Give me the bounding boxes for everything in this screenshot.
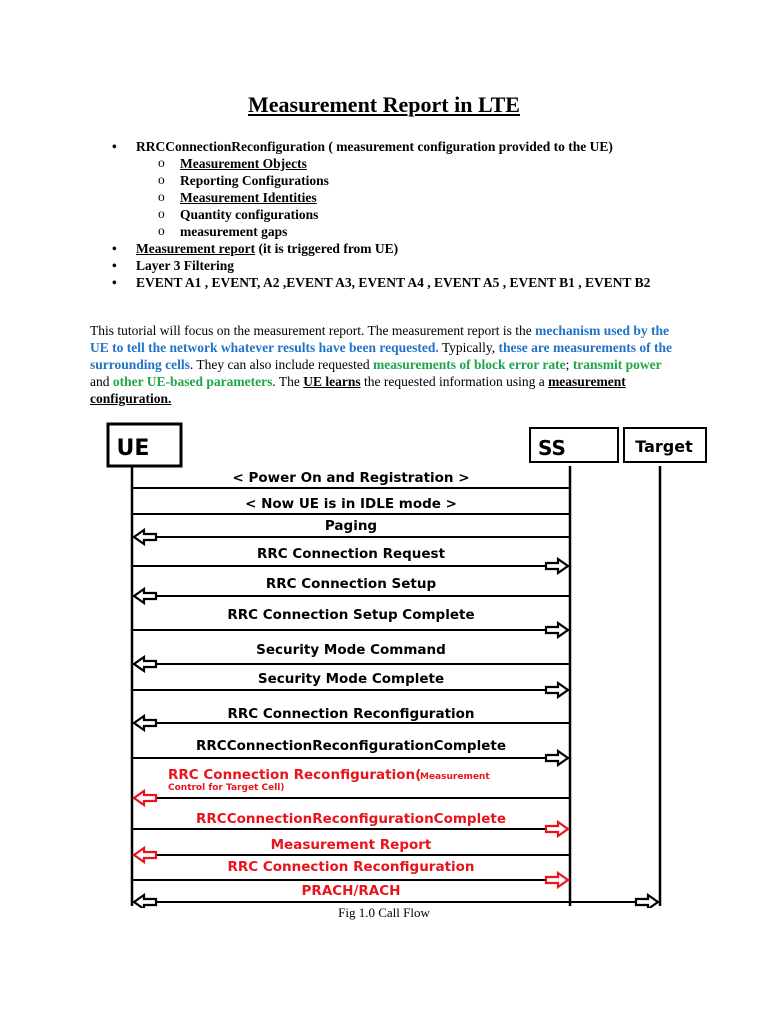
circle-bullet-icon: o: [158, 189, 165, 204]
bullet-icon: •: [112, 275, 117, 290]
text-run: and: [90, 374, 113, 389]
highlight-green: transmit power: [572, 357, 662, 372]
sub-item-text: Measurement Identities: [180, 190, 317, 205]
arrow-right-icon: [546, 683, 568, 697]
message-label: Measurement Report: [270, 837, 432, 853]
target-box: [624, 428, 706, 462]
text-run: Typically,: [438, 340, 499, 355]
message-label: RRC Connection Reconfiguration: [227, 706, 475, 722]
bullet-icon: •: [112, 241, 117, 256]
arrow-left-icon: [134, 791, 156, 805]
sub-item: [112, 172, 672, 189]
sub-item: [112, 206, 672, 223]
ue-box: [108, 424, 181, 466]
list-item: [112, 240, 672, 257]
sub-item: [112, 155, 672, 172]
arrow-left-icon: [134, 530, 156, 544]
arrow-right-icon: [546, 822, 568, 836]
highlight-green: other UE-based parameters: [112, 374, 273, 389]
text-run: ;: [565, 357, 573, 372]
sub-item: [112, 189, 672, 206]
bullet-text: (it is triggered from UE): [255, 241, 399, 256]
sequence-message: [132, 706, 570, 730]
message-label: RRC Connection Reconfiguration: [227, 859, 475, 875]
message-label: RRC Connection Reconfiguration(: [168, 767, 422, 783]
sub-item-text: Measurement Objects: [180, 156, 307, 171]
bullet-icon: •: [112, 258, 117, 273]
sequence-message: [132, 738, 570, 765]
sub-item-text: Quantity configurations: [180, 207, 319, 222]
message-label: PRACH/RACH: [301, 883, 401, 899]
bullet-text: EVENT A1 , EVENT, A2 ,EVENT A3, EVENT A4 , EVENT A5 , EVENT B1 , EVENT B2: [136, 275, 651, 290]
intro-paragraph: [90, 322, 672, 407]
sequence-message: [132, 607, 570, 637]
circle-bullet-icon: o: [158, 206, 165, 221]
sequence-message: [132, 546, 570, 573]
page-title: Measurement Report in LTE: [248, 92, 520, 117]
arrow-left-icon: [134, 716, 156, 730]
sequence-message: [132, 496, 570, 514]
sequence-message: [132, 671, 570, 697]
arrow-left-icon: [134, 657, 156, 671]
ss-box: [530, 428, 618, 462]
sub-item: [112, 223, 672, 240]
highlight-blue: these are measurements of the surrounding cells: [90, 340, 672, 372]
call-flow-diagram: [0, 418, 768, 908]
message-label: Paging: [324, 518, 378, 534]
arrow-right-icon: [546, 751, 568, 765]
arrow-left-icon: [134, 848, 156, 862]
bullet-text: Layer 3 Filtering: [136, 258, 234, 273]
emphasis-text: UE learns: [303, 374, 361, 389]
list-item: [112, 257, 672, 274]
text-run: the requested information using a: [360, 374, 549, 389]
list-item: [112, 138, 672, 155]
arrow-right-icon: [546, 559, 568, 573]
text-run: . They can also include requested: [189, 357, 373, 372]
bullet-icon: •: [112, 139, 117, 154]
circle-bullet-icon: o: [158, 172, 165, 187]
arrow-right-icon: [546, 873, 568, 887]
message-sublabel: Measurement: [420, 772, 490, 782]
list-item: [112, 274, 672, 291]
bullet-text: RRCConnectionReconfiguration ( measurement configuration provided to the UE): [136, 139, 613, 154]
message-label: RRC Connection Setup Complete: [227, 607, 475, 623]
bullet-list: [112, 138, 672, 291]
message-label: RRC Connection Request: [256, 546, 446, 562]
sub-item-text: measurement gaps: [180, 224, 288, 239]
sequence-message: [132, 518, 570, 544]
message-label: RRC Connection Setup: [265, 576, 437, 592]
target-label: Target: [635, 437, 693, 456]
message-sublabel: Control for Target Cell): [168, 783, 285, 793]
text-run: . The: [272, 374, 304, 389]
message-label: RRCConnectionReconfigurationComplete: [196, 811, 506, 827]
ss-label: SS: [538, 436, 566, 460]
sequence-message: [132, 576, 570, 603]
message-label: Security Mode Complete: [257, 671, 445, 687]
sequence-message: [132, 811, 570, 836]
circle-bullet-icon: o: [158, 155, 165, 170]
message-label: < Power On and Registration >: [232, 470, 470, 486]
highlight-blue: mechanism used by the UE to tell the network whatever results have been requested.: [90, 323, 670, 355]
emphasis-text: measurement configuration.: [90, 374, 626, 406]
message-label: Security Mode Command: [256, 642, 446, 658]
text-run: This tutorial will focus on the measurement report. The measurement report is the: [90, 323, 536, 338]
circle-bullet-icon: o: [158, 223, 165, 238]
ue-label: UE: [116, 436, 150, 461]
figure-caption: Fig 1.0 Call Flow: [338, 905, 430, 920]
message-label: RRCConnectionReconfigurationComplete: [196, 738, 506, 754]
sequence-message: [132, 642, 570, 671]
sequence-message: [132, 767, 570, 805]
sequence-message: [132, 470, 570, 488]
message-label: < Now UE is in IDLE mode >: [245, 496, 457, 512]
arrow-left-icon: [134, 589, 156, 603]
highlight-green: measurements of block error rate: [372, 357, 566, 372]
sub-item-text: Reporting Configurations: [180, 173, 329, 188]
arrow-right-icon: [546, 623, 568, 637]
measurement-report-link[interactable]: Measurement report: [136, 241, 256, 256]
